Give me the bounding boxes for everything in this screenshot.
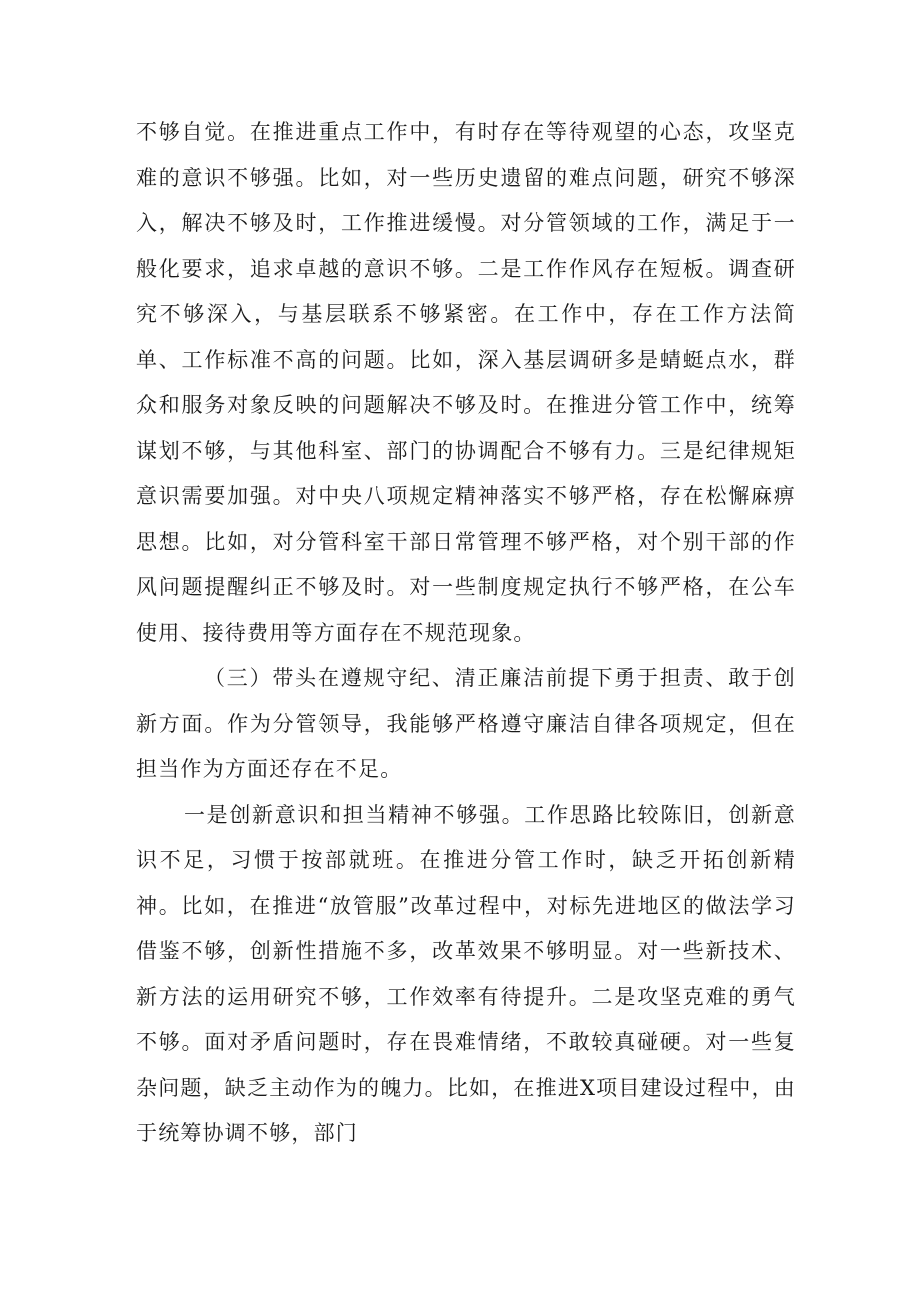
paragraph-innovation: 一是创新意识和担当精神不够强。工作思路比较陈旧，创新意识不足，习惯于按部就班。在推进分管工作时，缺乏开拓创新精神。比如，在推进“放管服”改革过程中，对标先进地区的做法学习借鉴不够，创新性措施不多，改革效果不够明显。对一些新技术、新方法的运用研究不够，工作效率有待提升。二是攻坚克难的勇气不够。面对矛盾问题时，存在畏难情绪，不敢较真碰硬。对一些复杂问题，缺乏主动作为的魄力。比如，在推进X项目建设过程中，由于统筹协调不够，部门 [136,802,796,1145]
paragraph-section-three-heading: （三）带头在遵规守纪、清正廉洁前提下勇于担责、敢于创新方面。作为分管领导，我能够严格遵守廉洁自律各项规定，但在担当作为方面还存在不足。 [136,666,796,781]
document-body [136,110,796,1157]
paragraph-work-style: 不够自觉。在推进重点工作中，有时存在等待观望的心态，攻坚克难的意识不够强。比如，对一些历史遗留的难点问题，研究不够深入，解决不够及时，工作推进缓慢。对分管领域的工作，满足于一般化要求，追求卓越的意识不够。二是工作作风存在短板。调查研究不够深入，与基层联系不够紧密。在工作中，存在工作方法简单、工作标准不高的问题。比如，深入基层调研多是蜻蜓点水，群众和服务对象反映的问题解决不够及时。在推进分管工作中，统筹谋划不够，与其他科室、部门的协调配合不够有力。三是纪律规矩意识需要加强。对中央八项规定精神落实不够严格，存在松懈麻痹思想。比如，对分管科室干部日常管理不够严格，对个别干部的作风问题提醒纠正不够及时。对一些制度规定执行不够严格，在公车使用、接待费用等方面存在不规范现象。 [136,120,796,645]
